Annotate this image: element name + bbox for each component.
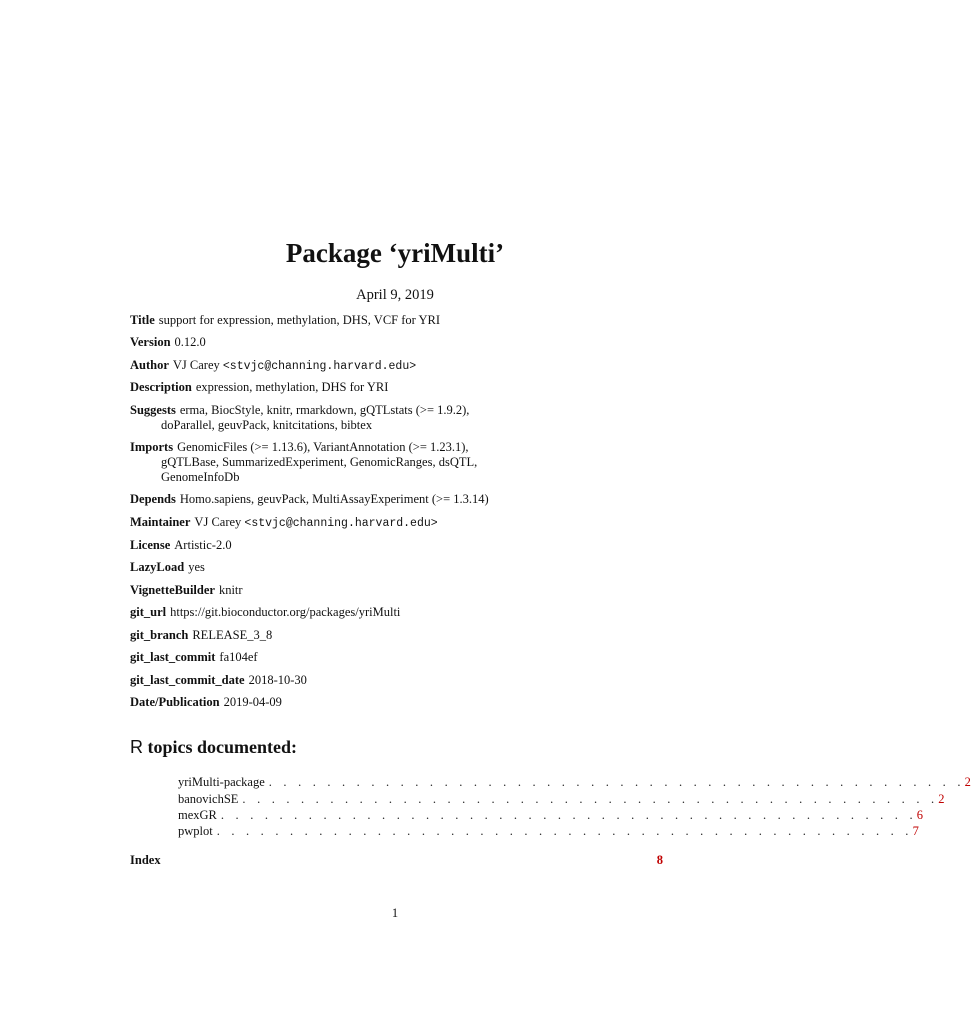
field-author-name: VJ Carey — [172, 358, 220, 372]
toc-item-page-link[interactable]: 7 — [912, 824, 919, 838]
toc-item-label: pwplot — [178, 824, 213, 838]
field-description-value: expression, methylation, DHS for YRI — [195, 380, 389, 394]
toc-leader-dots: . . . . . . . . . . . . . . . . . . . . . . . . . . . . . . . . . . . . . . . . . . . . . . . . — [268, 775, 965, 789]
field-vignettebuilder-value: knitr — [218, 583, 243, 597]
field-depends-key: Depends — [130, 492, 176, 506]
field-vignettebuilder — [130, 583, 650, 598]
package-date: April 9, 2019 — [356, 287, 434, 303]
toc-item-yrimulti-package[interactable] — [178, 775, 971, 791]
field-git-last-commit-date — [130, 673, 650, 688]
field-imports-line2: gQTLBase, SummarizedExperiment, GenomicRanges, dsQTL, — [161, 455, 478, 469]
field-version-key: Version — [130, 335, 171, 349]
toc-heading — [130, 737, 297, 758]
field-date-publication — [130, 695, 650, 710]
field-title-value: support for expression, methylation, DHS, VCF for YRI — [158, 313, 441, 327]
field-git-last-commit-key: git_last_commit — [130, 650, 216, 664]
field-title — [130, 313, 650, 328]
toc-index-page-link[interactable]: 8 — [656, 853, 663, 867]
field-lazyload-key: LazyLoad — [130, 560, 185, 574]
package-title: Package ‘yriMulti’ — [285, 238, 505, 268]
field-git-url — [130, 605, 650, 620]
field-license-key: License — [130, 538, 171, 552]
toc-item-label: banovichSE — [178, 792, 239, 806]
field-git-url-key: git_url — [130, 605, 167, 619]
toc-item-mexgr[interactable] — [178, 808, 924, 824]
toc-item-page-link[interactable]: 6 — [916, 808, 924, 822]
toc-item-pwplot[interactable] — [178, 824, 919, 840]
field-suggests-line1: erma, BiocStyle, knitr, rmarkdown, gQTLstats (>= 1.9.2), — [179, 403, 470, 417]
field-maintainer-email: <stvjc@channing.harvard.edu> — [244, 517, 438, 530]
field-date-publication-value: 2019-04-09 — [223, 695, 282, 709]
field-git-branch-key: git_branch — [130, 628, 189, 642]
field-maintainer-name: VJ Carey — [194, 515, 242, 529]
toc-index[interactable] — [130, 853, 663, 868]
field-git-last-commit — [130, 650, 650, 665]
toc-leader-dots: . . . . . . . . . . . . . . . . . . . . . . . . . . . . . . . . . . . . . . . . . . . . . . . . — [220, 808, 917, 822]
field-lazyload — [130, 560, 650, 575]
toc-item-label: yriMulti-package — [178, 775, 265, 789]
field-maintainer-key: Maintainer — [130, 515, 191, 529]
toc-item-banovichse[interactable] — [178, 792, 945, 808]
page-number: 1 — [391, 906, 399, 920]
field-suggests-key: Suggests — [130, 403, 176, 417]
field-description — [130, 380, 650, 395]
toc-item-page-link[interactable]: 2 — [964, 775, 971, 789]
field-maintainer — [130, 515, 650, 531]
field-author — [130, 358, 650, 374]
field-git-url-value: https://git.bioconductor.org/packages/yriMulti — [170, 605, 401, 619]
field-suggests-line2: doParallel, geuvPack, knitcitations, bibtex — [161, 418, 373, 432]
field-date-publication-key: Date/Publication — [130, 695, 220, 709]
toc-item-page-link[interactable]: 2 — [938, 792, 945, 806]
field-description-key: Description — [130, 380, 192, 394]
field-version-value: 0.12.0 — [174, 335, 206, 349]
field-author-email: <stvjc@channing.harvard.edu> — [222, 360, 417, 373]
field-version — [130, 335, 650, 350]
field-depends — [130, 492, 650, 507]
field-license — [130, 538, 650, 553]
field-git-last-commit-date-key: git_last_commit_date — [130, 673, 245, 687]
field-imports — [130, 440, 650, 455]
field-depends-value: Homo.sapiens, geuvPack, MultiAssayExperiment (>= 1.3.14) — [179, 492, 489, 506]
field-suggests — [130, 403, 650, 418]
field-vignettebuilder-key: VignetteBuilder — [130, 583, 215, 597]
toc-index-label: Index — [130, 853, 161, 867]
toc-heading-r: R — [130, 737, 143, 757]
field-git-last-commit-value: fa104ef — [219, 650, 258, 664]
toc-leader-dots: . . . . . . . . . . . . . . . . . . . . . . . . . . . . . . . . . . . . . . . . . . . . . . . . — [242, 792, 939, 806]
toc-item-label: mexGR — [178, 808, 217, 822]
field-lazyload-value: yes — [188, 560, 205, 574]
field-git-branch-value: RELEASE_3_8 — [192, 628, 273, 642]
field-license-value: Artistic-2.0 — [174, 538, 232, 552]
toc-heading-text: topics documented: — [143, 737, 297, 757]
field-git-branch — [130, 628, 650, 643]
field-imports-key: Imports — [130, 440, 174, 454]
field-imports-line3: GenomeInfoDb — [161, 470, 240, 484]
toc-leader-dots: . . . . . . . . . . . . . . . . . . . . . . . . . . . . . . . . . . . . . . . . . . . . . . . . — [216, 824, 913, 838]
field-title-key: Title — [130, 313, 155, 327]
field-imports-line1: GenomicFiles (>= 1.13.6), VariantAnnotation (>= 1.23.1), — [177, 440, 469, 454]
field-author-key: Author — [130, 358, 169, 372]
field-git-last-commit-date-value: 2018-10-30 — [248, 673, 307, 687]
